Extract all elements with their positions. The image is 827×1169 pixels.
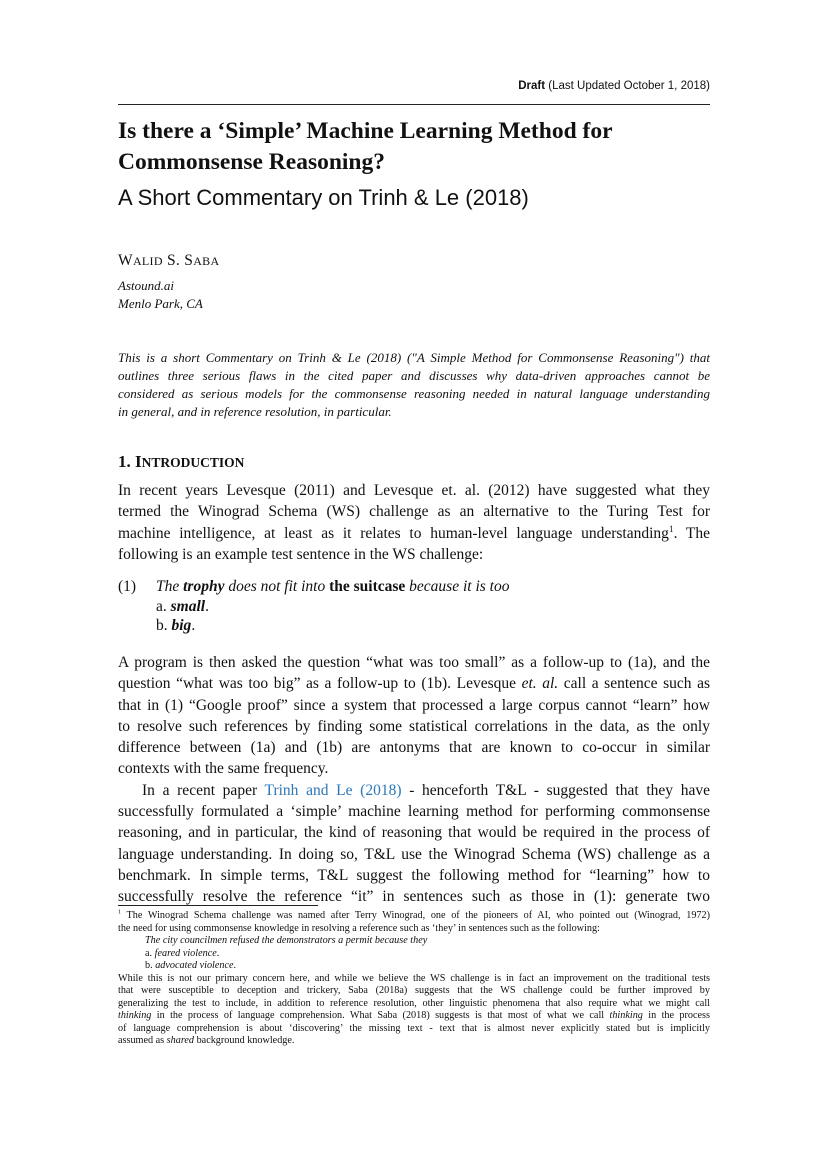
draft-header — [518, 80, 710, 92]
paper-subtitle: A Short Commentary on Trinh & Le (2018) — [118, 185, 529, 210]
header-rule — [118, 104, 710, 105]
author-affiliation — [118, 277, 203, 313]
paper-title — [118, 116, 718, 178]
footnote-rule — [118, 905, 318, 906]
last-updated: (Last Updated October 1, 2018) — [548, 80, 710, 92]
affiliation-org: Astound.ai — [118, 278, 174, 293]
affiliation-location: Menlo Park, CA — [118, 296, 203, 311]
intro-paragraph-1: In recent years Levesque (2011) and Levesque et. al. (2012) have suggested what they termed the Winograd Schema (WS) challenge as an alternative to the Turing Test for machine intelligence, at least as it relates to human-level language understanding$^1$. The following is an example test sentence in the WS challenge: — [118, 482, 710, 563]
abstract: This is a short Commentary on Trinh & Le (2018) ("A Simple Method for Commonsense Reasoning") that outlines three serious flaws in the cited paper and discusses why data-driven approaches cannot be considered as serious models for the commonsense reasoning needed in natural language understanding in general, and in reference resolution, in particular. — [118, 350, 710, 419]
citation-link-trinh-le[interactable]: Trinh and Le (2018) — [264, 781, 402, 799]
section-heading-introduction: 1. INTRODUCTION — [118, 452, 245, 471]
title-line-1: Is there a ‘Simple’ Machine Learning Method for — [118, 118, 613, 144]
author-name: WALID S. SABA — [118, 252, 220, 269]
footnote-ref[interactable]: 1 — [668, 524, 674, 535]
intro-paragraph-2: A program is then asked the question “what was too small” as a follow-up to (1a), and the question “what was too big” as a follow-up to (1b). Levesque et. al. call a sentence such as that in (1) “Google proof” since a system that processed a large corpus cannot “learn” how to resolve such references by finding some statistical correlations in the data, as the only difference between (1a) and (1b) are antonyms that are known to co-occur in similar contexts with the same frequency. In a recent paper Trinh and Le (2018) - henceforth T&L - suggested that they have successfully formulated a ‘simple’ machine learning method for performing commonsense reasoning, and in particular, the kind of reasoning that would be required in the process of language understanding. In doing so, T&L use the Winograd Schema (WS) challenge as a benchmark. In simple terms, T&L suggest the following method for “learning” how to successfully resolve the reference “it” in sentences such as those in (1): generate two — [118, 654, 711, 906]
draft-label: Draft — [518, 80, 546, 92]
footnote-1: $^1$ The Winograd Schema challenge was named after Terry Winograd, one of the pioneers of AI, who pointed out (Winograd, 1972) the need for using commonsense knowledge in resolving a reference such as ‘they’ in sentences such as the following: The city councilmen refused the demonstrators a permit because they a. feared violence. b. advocated violence. While this is not our primary concern here, and while we believe the WS challenge is in fact an improvement on the traditional tests that were susceptible to deception and trickery, Saba (2018a) suggests that the WS challenge could be further improved by generalizing the test to include, in addition to reference resolution, other linguistic phenomena that also require what we might call thinking in the process of language comprehension. What Saba (2018) suggests is that most of what we call thinking in the process of language comprehension is about ‘discovering’ the missing text - text that is almost never explicitly stated but is implicitly assumed as shared background knowledge. — [118, 909, 710, 1046]
title-line-2: Commonsense Reasoning? — [118, 149, 386, 175]
